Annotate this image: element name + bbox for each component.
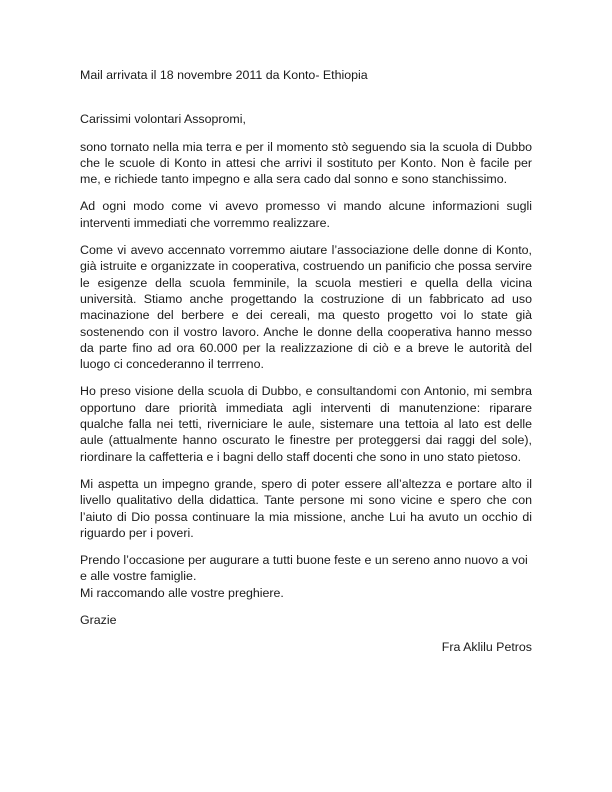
paragraph-intro: sono tornato nella mia terra e per il momento stò seguendo sia la scuola di Dubbo che le scuole di Konto in attesi che arrivi il sostituto per Konto. Non è facile per me, e richiede tanto impegno e alla sera cado dal sonno e sono stanchissimo.: [80, 139, 532, 187]
prayers-text: Mi raccomando alle vostre preghiere.: [80, 585, 284, 600]
wishes-text: Prendo l’occasione per augurare a tutti buone feste e un sereno anno nuovo a voi e alle vostre famiglie.: [80, 553, 528, 584]
salutation: Carissimi volontari Assopromi,: [80, 112, 246, 127]
paragraph-dubbo-school: Ho preso visione della scuola di Dubbo, e consultandomi con Antonio, mi sembra opportuno dare priorità immediata agli interventi di manutenzione: riparare qualche falla nei tetti, riverniciare le aule, sistemare una tettoia al lato est delle aule (attualmente hanno oscurato le finestre per proteggersi dai raggi del sole), riordinare la caffetteria e i bagni dello staff docenti che sono in uno stato pietoso.: [80, 384, 532, 464]
closing: Grazie: [80, 613, 117, 628]
letter-page: [80, 67, 532, 656]
wishes-block: [80, 552, 532, 601]
mail-header: Mail arrivata il 18 novembre 2011 da Konto- Ethiopia: [80, 68, 368, 82]
paragraph-cooperative: Come vi avevo accennato vorremmo aiutare l’associazione delle donne di Konto, già istruite e organizzate in cooperativa, costruendo un panificio che possa servire le esigenze della scuola femminile, la scuola mestieri e quella della vicina università. Stiamo anche progettando la costruzione di un fabbricato ad uso macinazione del berbere e dei cereali, ma questo progetto voi lo state già sostenendo con il vostro lavoro. Anche le donne della cooperativa hanno messo da parte fino ad ora 60.000 per la realizzazione di ciò e a breve le autorità del luogo ci concederanno il terrreno.: [80, 243, 532, 372]
signature: Fra Aklilu Petros: [441, 640, 532, 655]
paragraph-commitment: Mi aspetta un impegno grande, spero di poter essere all’altezza e portare alto il livello qualitativo della didattica. Tante persone mi sono vicine e spero che con l’aiuto di Dio possa continuare la mia missione, anche Lui ha avuto un occhio di riguardo per i poveri.: [80, 476, 532, 540]
paragraph-promise: Ad ogni modo come vi avevo promesso vi mando alcune informazioni sugli interventi immediati che vorremmo realizzare.: [80, 199, 532, 230]
